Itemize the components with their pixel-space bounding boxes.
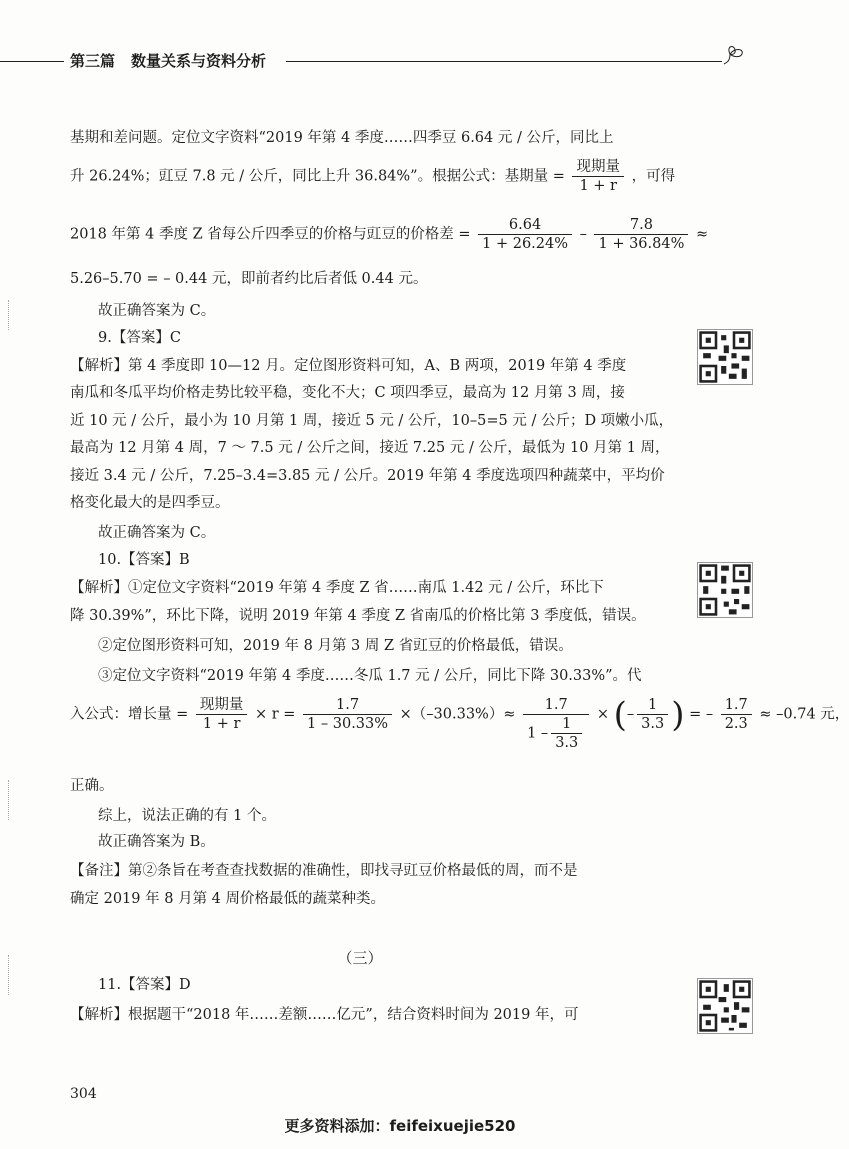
text-line: 正确。	[70, 778, 114, 794]
note-line: 【备注】第②条旨在考查查找数据的准确性，即找寻豇豆价格最低的周，而不是	[70, 863, 578, 879]
header-rule-right	[286, 61, 722, 62]
text-line-formula	[70, 216, 708, 253]
paren-open: (	[613, 694, 627, 735]
qr-code-icon[interactable]	[697, 978, 753, 1034]
section-heading: （三）	[337, 949, 383, 967]
text-line: 【解析】根据题干“2018 年……差额……亿元”，结合资料时间为 2019 年，可	[70, 1007, 579, 1023]
fraction-denominator: 1 + 36.84%	[598, 236, 685, 252]
fraction-numerator: 现期量	[572, 158, 624, 177]
qr-code-icon	[698, 563, 752, 617]
text-line: 降 30.39%”，环比下降，说明 2019 年第 4 季度 Z 省南瓜的价格比第 3 季度低，错误。	[70, 608, 646, 624]
fraction-denominator: 1 – 30.33%	[307, 716, 389, 732]
fraction-denominator: 1 + r	[579, 178, 617, 194]
text-line: 故正确答案为 C。	[98, 525, 216, 541]
text-span: 入公式：增长量 =	[70, 706, 189, 723]
text-line: 接近 3.4 元 / 公斤，7.25–3.4=3.85 元 / 公斤。2019 年第 4 季度选项四种蔬菜中，平均价	[70, 468, 665, 484]
text-line: 【解析】第 4 季度即 10—12 月。定位图形资料可知，A、B 两项，2019 年第 4 季度	[70, 358, 627, 374]
fraction-numerator: 现期量	[196, 696, 248, 715]
page-header	[0, 40, 800, 70]
header-title	[70, 50, 282, 71]
text-line: ③定位文字资料“2019 年第 4 季度……冬瓜 1.7 元 / 公斤，同比下降 30.33%”。代	[98, 668, 642, 684]
fraction-denominator: 3.3	[555, 735, 579, 751]
fraction-numerator: 7.8	[594, 216, 688, 235]
sprout-icon	[720, 42, 750, 66]
text-line: 故正确答案为 B。	[98, 834, 215, 850]
fraction-denominator: 1 + r	[202, 716, 241, 732]
text-line: 5.26–5.70 = – 0.44 元，即前者约比后者低 0.44 元。	[70, 271, 428, 287]
text-span: 升 26.24%；豇豆 7.8 元 / 公斤，同比上升 36.84%”。根据公式：基期量 =	[70, 168, 565, 185]
text-span: × r =	[254, 706, 296, 723]
answer-heading: 11.【答案】D	[98, 977, 191, 993]
text-line-formula	[70, 696, 849, 752]
qr-code-icon	[698, 330, 752, 384]
text-span: ，可得	[631, 168, 676, 185]
footer-watermark: 更多资料添加：feifeixuejie520	[284, 1117, 516, 1135]
fraction-base-formula	[572, 158, 624, 195]
fraction-nested	[523, 696, 589, 752]
margin-dots	[8, 780, 9, 820]
text-line: 最高为 12 月第 4 周，7 ～ 7.5 元 / 公斤之间，接近 7.25 元 / 公斤，最低为 10 月第 1 周，	[70, 440, 670, 456]
fraction-dongua	[303, 696, 392, 733]
text-line: 格变化最大的是四季豆。	[70, 495, 230, 511]
fraction-jiangdou	[594, 216, 688, 253]
fraction-numerator: 1	[637, 696, 668, 715]
paren-close: )	[671, 694, 685, 735]
text-line: ②定位图形资料可知，2019 年 8 月第 3 周 Z 省豇豆的价格最低，错误。	[98, 638, 573, 654]
fraction-one-over	[637, 696, 668, 733]
answer-heading: 9.【答案】C	[98, 330, 181, 346]
minus-sign: –	[626, 706, 635, 723]
page-number: 304	[70, 1086, 97, 1102]
margin-dots	[8, 300, 9, 330]
fraction-growth-formula	[196, 696, 248, 733]
qr-code-icon[interactable]	[697, 562, 753, 618]
fraction-denominator: 1 + 26.24%	[482, 236, 569, 252]
text-span: = –	[689, 706, 714, 723]
text-span: ×	[596, 706, 610, 723]
fraction-numerator: 6.64	[478, 216, 572, 235]
text-span: ×（–30.33%）≈	[399, 706, 516, 723]
fraction-denominator: 2.3	[724, 716, 748, 732]
text-line: 基期和差问题。定位文字资料“2019 年第 4 季度……四季豆 6.64 元 / 公斤，同比上	[70, 130, 614, 146]
text-span: 2018 年第 4 季度 Z 省每公斤四季豆的价格与豇豆的价格差 =	[70, 226, 471, 243]
text-line: 故正确答案为 C。	[98, 303, 216, 319]
text-line: 近 10 元 / 公斤，最小为 10 月第 1 周，接近 5 元 / 公斤，10–5=5 元 / 公斤；D 项嫩小瓜，	[70, 413, 674, 429]
fraction-numerator: 1.7	[303, 696, 392, 715]
fraction-numerator: 1.7	[523, 696, 589, 715]
text-line: 南瓜和冬瓜平均价格走势比较平稳，变化不大；C 项四季豆，最高为 12 月第 3 周，接	[70, 385, 625, 401]
fraction-inner	[551, 715, 582, 752]
fraction-numerator: 1.7	[721, 696, 752, 715]
fraction-sijidou	[478, 216, 572, 253]
text-span: 1 –	[527, 725, 549, 742]
fraction-numerator: 1	[551, 715, 582, 734]
header-section-title: 数量关系与资料分析	[131, 52, 267, 70]
header-rule-left	[0, 61, 64, 62]
text-span: ≈	[695, 226, 709, 243]
text-line: 确定 2019 年 8 月第 4 周价格最低的蔬菜种类。	[70, 891, 386, 907]
qr-code-icon	[698, 979, 752, 1033]
text-line: 【解析】①定位文字资料“2019 年第 4 季度 Z 省……南瓜 1.42 元 / 公斤，环比下	[70, 580, 604, 596]
header-part: 第三篇	[70, 52, 116, 70]
text-line-formula	[70, 158, 675, 195]
fraction-result	[721, 696, 752, 733]
fraction-denominator-nested	[523, 715, 589, 752]
text-span: ≈ –0.74 元，	[759, 706, 849, 723]
fraction-denominator: 3.3	[641, 716, 665, 732]
text-line: 综上，说法正确的有 1 个。	[98, 808, 276, 824]
minus-sign: –	[579, 226, 587, 243]
answer-heading: 10.【答案】B	[98, 552, 190, 568]
margin-dots	[8, 955, 9, 995]
qr-code-icon[interactable]	[697, 329, 753, 385]
